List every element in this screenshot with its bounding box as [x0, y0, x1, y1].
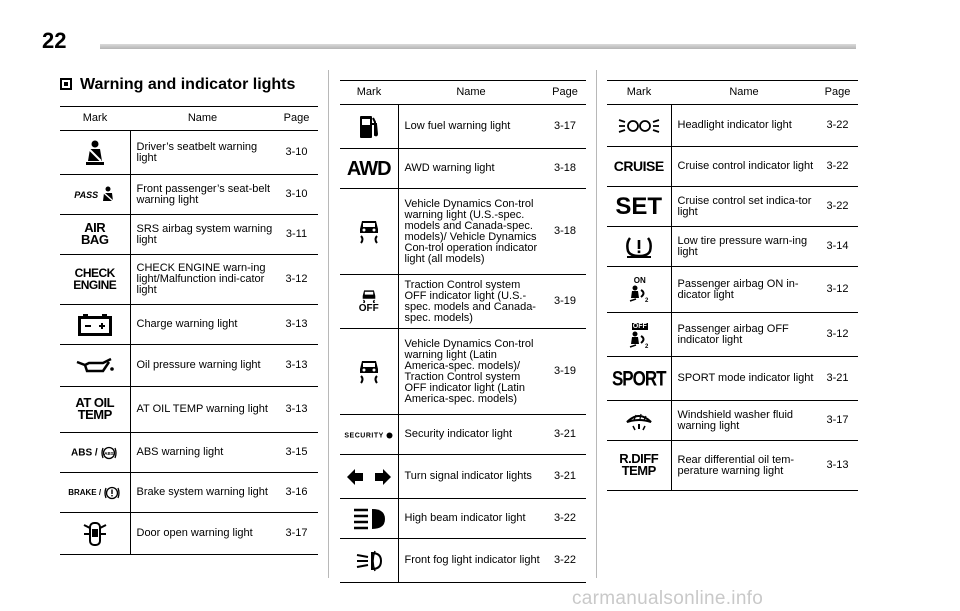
row-page: 3-19 [544, 329, 586, 415]
indicator-table-2 [340, 80, 586, 583]
row-name: Cruise control indicator light [671, 147, 817, 187]
row-page: 3-13 [275, 387, 318, 433]
header-page: Page [275, 107, 318, 131]
row-name: Passenger airbag OFF indicator light [671, 313, 817, 357]
set-text-icon: SET [615, 192, 663, 220]
row-page: 3-12 [817, 267, 858, 313]
row-page: 3-19 [544, 275, 586, 329]
cruise-text-icon: CRUISE [613, 158, 664, 174]
row-page: 3-18 [544, 189, 586, 275]
row-page: 3-13 [275, 305, 318, 345]
row-page: 3-10 [275, 131, 318, 175]
row-name: Low tire pressure warn-ing light [671, 227, 817, 267]
watermark: carmanualsonline.info [572, 588, 764, 609]
row-name: Passenger airbag ON in-dicator light [671, 267, 817, 313]
table-row [340, 415, 586, 455]
table-row [607, 357, 858, 401]
row-name: Charge warning light [130, 305, 275, 345]
table-row [60, 215, 318, 255]
row-name: Headlight indicator light [671, 105, 817, 147]
table-row [60, 433, 318, 473]
table-row [340, 105, 586, 149]
indicator-table-1 [60, 106, 318, 555]
header-page: Page [544, 81, 586, 105]
row-name: Cruise control set indica-tor light [671, 187, 817, 227]
row-page: 3-22 [817, 187, 858, 227]
row-name: Brake system warning light [130, 473, 275, 513]
row-page: 3-21 [817, 357, 858, 401]
table-row [60, 473, 318, 513]
traction-off-icon [359, 289, 379, 314]
airbag-text-icon: AIR BAG [81, 220, 109, 247]
row-page: 3-21 [544, 455, 586, 499]
row-name: SRS airbag system warning light [130, 215, 275, 255]
row-name: Windshield washer fluid warning light [671, 401, 817, 441]
section-bullet-icon [60, 78, 72, 90]
table-row [607, 441, 858, 491]
mark-label: ON [633, 275, 646, 285]
row-name: Door open warning light [130, 513, 275, 555]
row-name: Driver’s seatbelt warning light [130, 131, 275, 175]
row-page: 3-22 [817, 105, 858, 147]
table-row [60, 513, 318, 555]
table-row [60, 131, 318, 175]
fuel-pump-icon [358, 114, 380, 140]
oil-can-icon [75, 356, 115, 376]
row-name: Security indicator light [398, 415, 544, 455]
row-name: AWD warning light [398, 149, 544, 189]
mark-label: BRAKE [68, 487, 97, 497]
security-icon [344, 432, 393, 439]
indicator-table-3 [607, 80, 858, 491]
row-name: Traction Control system OFF indicator light (U.S.-spec. models and Canada-spec. models) [398, 275, 544, 329]
seatbelt-icon [82, 139, 108, 167]
row-name: Oil pressure warning light [130, 345, 275, 387]
svg-text:2: 2 [644, 297, 649, 303]
mark-label: OFF [358, 303, 379, 314]
row-page: 3-17 [817, 401, 858, 441]
table-row [607, 187, 858, 227]
row-page: 3-13 [817, 441, 858, 491]
header-name: Name [130, 107, 275, 131]
brake-icon: BRAKE / [68, 485, 121, 501]
table-row [607, 147, 858, 187]
header-mark: Mark [607, 81, 671, 105]
header-mark: Mark [340, 81, 398, 105]
row-name: High beam indicator light [398, 499, 544, 539]
mark-label: SECURITY [344, 432, 384, 439]
row-page: 3-10 [275, 175, 318, 215]
column-divider [328, 70, 329, 578]
abs-icon: ABS / ABS [71, 445, 118, 461]
mark-label: ABS [71, 447, 93, 459]
header-mark: Mark [60, 107, 130, 131]
battery-icon [78, 314, 112, 336]
washer-fluid-icon [624, 410, 654, 432]
row-name: CHECK ENGINE warn-ing light/Malfunction indi-cator light [130, 255, 275, 305]
row-page: 3-21 [544, 415, 586, 455]
passenger-airbag-off-icon [628, 320, 650, 349]
tire-pressure-icon [624, 235, 654, 259]
check-engine-text-icon: CHECK ENGINE [73, 266, 117, 292]
row-name: AT OIL TEMP warning light [130, 387, 275, 433]
row-page: 3-12 [817, 313, 858, 357]
turn-signal-icon [347, 469, 391, 485]
mark-label: PASS [74, 189, 99, 200]
table-row [60, 175, 318, 215]
sport-text-icon: SPORT [611, 366, 666, 391]
row-name: Front passenger’s seat-belt warning light [130, 175, 275, 215]
header-name: Name [398, 81, 544, 105]
page-number: 22 [42, 28, 67, 53]
header-page: Page [817, 81, 858, 105]
row-page: 3-17 [275, 513, 318, 555]
skid-car-icon [357, 359, 381, 385]
table-row [60, 305, 318, 345]
high-beam-icon [352, 507, 386, 531]
headlight-icon [617, 117, 661, 135]
passenger-airbag-on-icon [628, 277, 650, 303]
row-page: 3-22 [544, 499, 586, 539]
row-page: 3-16 [275, 473, 318, 513]
table-row [340, 149, 586, 189]
table-row [340, 189, 586, 275]
header-rule [100, 44, 856, 49]
row-name: Front fog light indicator light [398, 539, 544, 583]
table-row [340, 499, 586, 539]
table-row [607, 227, 858, 267]
door-open-icon [81, 520, 109, 548]
row-name: Vehicle Dynamics Con-trol warning light (U.S.-spec. models and Canada-spec. models)/ Vehicle Dynamics Con-trol operation indicator light (all models) [398, 189, 544, 275]
svg-text:ABS: ABS [104, 450, 115, 456]
row-page: 3-13 [275, 345, 318, 387]
row-page: 3-14 [817, 227, 858, 267]
row-name: ABS warning light [130, 433, 275, 473]
section-title [60, 76, 295, 94]
table-row [340, 539, 586, 583]
table-row [60, 345, 318, 387]
column-divider [596, 70, 597, 578]
row-name: Rear differential oil tem-perature warning light [671, 441, 817, 491]
table-row [60, 255, 318, 305]
skid-car-icon [358, 219, 380, 245]
section-title-text: Warning and indicator lights [80, 76, 296, 93]
row-name: Turn signal indicator lights [398, 455, 544, 499]
fog-light-icon [355, 550, 383, 572]
rdiff-temp-text-icon: R.DIFF TEMP [619, 451, 659, 478]
table-row [340, 275, 586, 329]
table-row [340, 455, 586, 499]
table-row [607, 267, 858, 313]
table-row [340, 329, 586, 415]
mark-label: OFF [632, 323, 647, 330]
at-oil-temp-text-icon: AT OIL TEMP [75, 395, 115, 422]
row-page: 3-11 [275, 215, 318, 255]
row-page: 3-15 [275, 433, 318, 473]
row-page: 3-12 [275, 255, 318, 305]
row-name: Vehicle Dynamics Con-trol warning light (Latin America-spec. models)/ Traction Control system OFF indicator light (Latin America-spec. models) [398, 329, 544, 415]
table-row [607, 401, 858, 441]
row-page: 3-18 [544, 149, 586, 189]
awd-text-icon: AWD [346, 157, 391, 180]
table-row [607, 105, 858, 147]
passenger-seatbelt-icon [74, 185, 115, 205]
table-row [60, 387, 318, 433]
row-name: SPORT mode indicator light [671, 357, 817, 401]
row-name: Low fuel warning light [398, 105, 544, 149]
row-page: 3-17 [544, 105, 586, 149]
table-row [607, 313, 858, 357]
header-name: Name [671, 81, 817, 105]
row-page: 3-22 [544, 539, 586, 583]
svg-text:2: 2 [644, 344, 649, 349]
row-page: 3-22 [817, 147, 858, 187]
